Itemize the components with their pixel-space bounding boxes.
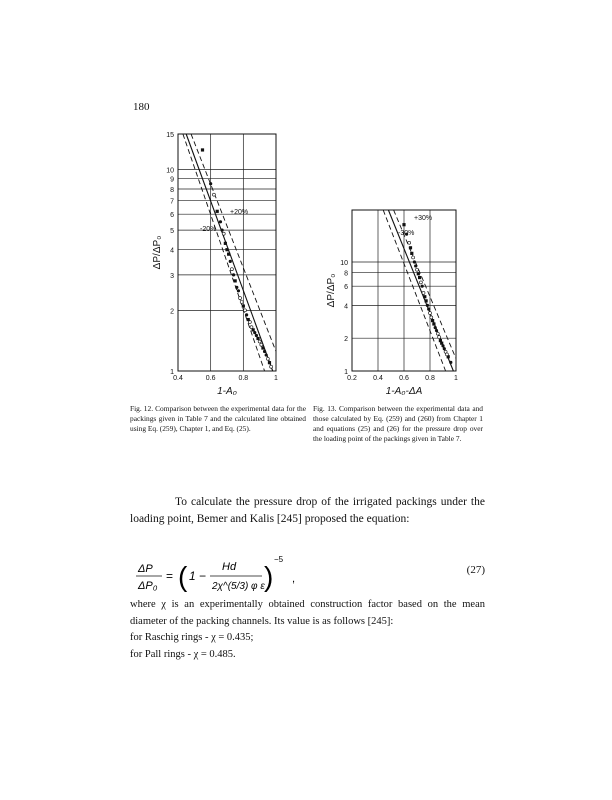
data-point bbox=[239, 297, 242, 300]
data-point bbox=[408, 241, 411, 244]
data-point bbox=[421, 285, 424, 288]
annotation-minus: -20% bbox=[200, 226, 217, 233]
y-tick-label: 6 bbox=[170, 212, 174, 220]
eq-comma: , bbox=[292, 573, 296, 585]
y-tick-label: 3 bbox=[170, 272, 174, 280]
data-point bbox=[413, 260, 416, 263]
y-tick-label: 10 bbox=[166, 167, 174, 175]
data-point bbox=[232, 273, 235, 276]
data-point bbox=[449, 361, 452, 364]
y-tick-label: 15 bbox=[166, 132, 174, 139]
data-point bbox=[243, 309, 246, 312]
eq-one-minus: 1 − bbox=[189, 569, 207, 583]
data-point bbox=[263, 350, 266, 353]
data-point bbox=[432, 322, 435, 325]
definition-line-2: for Raschig rings - χ = 0.435; bbox=[130, 632, 254, 643]
eq-exponent: −5 bbox=[274, 555, 284, 564]
x-tick-label: 0.2 bbox=[347, 375, 357, 382]
definition-block bbox=[130, 597, 485, 663]
data-point bbox=[255, 334, 258, 337]
data-point bbox=[418, 276, 421, 279]
data-point bbox=[270, 365, 273, 368]
data-point bbox=[219, 220, 222, 223]
y-tick-label: 8 bbox=[170, 187, 174, 195]
data-point bbox=[240, 300, 243, 303]
figure-13-caption: Fig. 13. Comparison between the experimental data and those calculated by Eq. (259) and (260) from Chapter 1 and equations (25) and (26) for the pressure drop over the loading point of the packings given in Table 7. bbox=[313, 404, 483, 443]
data-point bbox=[445, 353, 448, 356]
y-tick-label: 1 bbox=[170, 369, 174, 376]
x-tick-label: 0.4 bbox=[173, 375, 183, 382]
y-tick-label: 10 bbox=[340, 260, 348, 268]
data-point bbox=[425, 299, 428, 302]
y-tick-label: 6 bbox=[344, 284, 348, 292]
data-point bbox=[256, 337, 259, 340]
data-point bbox=[266, 357, 269, 360]
eq-lhs-num: ΔP bbox=[138, 563, 153, 575]
data-point bbox=[229, 260, 232, 263]
data-point bbox=[427, 307, 430, 310]
y-tick-label: 8 bbox=[344, 270, 348, 278]
data-point bbox=[268, 361, 271, 364]
definition-line-1: where χ is an experimentally obtained construction factor based on the mean diameter of the packing channels. Its value is as follows [245]: bbox=[130, 599, 485, 627]
eq-frac-num: Hd bbox=[222, 561, 237, 573]
data-point bbox=[440, 342, 443, 345]
data-point bbox=[234, 279, 237, 282]
data-point bbox=[436, 332, 439, 335]
x-tick-label: 1 bbox=[274, 375, 278, 382]
data-point bbox=[265, 353, 268, 356]
data-point bbox=[227, 253, 230, 256]
x-tick-label: 0.8 bbox=[425, 375, 435, 382]
y-tick-label: 7 bbox=[170, 198, 174, 206]
data-point bbox=[237, 289, 240, 292]
data-point bbox=[434, 326, 437, 329]
data-point bbox=[410, 252, 413, 255]
equation-number: (27) bbox=[466, 564, 485, 576]
data-point bbox=[247, 318, 250, 321]
x-tick-label: 1 bbox=[454, 375, 458, 382]
y-tick-label: 4 bbox=[170, 247, 174, 255]
x-tick-label: 0.6 bbox=[399, 375, 409, 382]
data-point bbox=[242, 304, 245, 307]
data-point bbox=[443, 347, 446, 350]
data-point bbox=[422, 291, 425, 294]
data-point bbox=[419, 281, 422, 284]
eq-right-paren: ) bbox=[264, 561, 274, 592]
figure-12-caption: Fig. 12. Comparison between the experimental data for the packings given in Table 7 and the calculated line obtained using Eq. (259), Chapter 1, and Eq. (25). bbox=[130, 404, 306, 433]
data-point bbox=[201, 148, 204, 151]
y-tick-label: 1 bbox=[344, 369, 348, 376]
data-point bbox=[417, 272, 420, 275]
data-point bbox=[225, 248, 228, 251]
data-point bbox=[429, 312, 432, 315]
data-point bbox=[435, 329, 438, 332]
x-tick-label: 0.4 bbox=[373, 375, 383, 382]
x-axis-label: 1-A₀ bbox=[217, 386, 237, 397]
data-point bbox=[412, 256, 415, 259]
annotation-minus: -30% bbox=[398, 230, 415, 237]
definition-line-3: for Pall rings - χ = 0.485. bbox=[130, 648, 236, 660]
data-point bbox=[260, 343, 263, 346]
y-tick-label: 2 bbox=[344, 336, 348, 344]
figure-13-chart bbox=[312, 205, 472, 398]
series-line-20 bbox=[191, 134, 276, 351]
eq-frac-den: 2χ^(5/3) φ ε bbox=[212, 581, 265, 592]
page-number: 180 bbox=[133, 101, 150, 113]
data-point bbox=[426, 304, 429, 307]
y-axis-label: ΔP/ΔP₀ bbox=[326, 273, 337, 308]
body-paragraph bbox=[130, 494, 485, 528]
data-point bbox=[409, 246, 412, 249]
figure-12-chart bbox=[130, 128, 290, 398]
data-point bbox=[258, 340, 261, 343]
data-point bbox=[212, 193, 215, 196]
data-point bbox=[216, 210, 219, 213]
data-point bbox=[261, 346, 264, 349]
annotation-plus: +30% bbox=[414, 215, 433, 222]
data-point bbox=[222, 232, 225, 235]
data-point bbox=[431, 319, 434, 322]
eq-left-paren: ( bbox=[178, 561, 188, 592]
eq-lhs-den: ΔP₀ bbox=[138, 580, 158, 592]
data-point bbox=[221, 229, 224, 232]
annotation-plus: +20% bbox=[230, 209, 249, 216]
series-line-30 bbox=[383, 210, 445, 371]
data-point bbox=[250, 326, 253, 329]
data-point bbox=[230, 268, 233, 271]
y-axis-label: ΔP/ΔP₀ bbox=[152, 235, 163, 270]
data-point bbox=[235, 286, 238, 289]
y-tick-label: 5 bbox=[170, 228, 174, 236]
svg-text:=: = bbox=[166, 569, 174, 583]
data-point bbox=[438, 336, 441, 339]
x-axis-label: 1-A₀-ΔA bbox=[385, 386, 423, 397]
data-point bbox=[423, 295, 426, 298]
y-tick-label: 2 bbox=[170, 308, 174, 316]
data-point bbox=[224, 242, 227, 245]
x-tick-label: 0.8 bbox=[238, 375, 249, 382]
data-point bbox=[414, 264, 417, 267]
data-point bbox=[245, 313, 248, 316]
data-point bbox=[416, 268, 419, 271]
y-tick-label: 4 bbox=[344, 303, 348, 311]
paragraph-text: To calculate the pressure drop of the irrigated packings under the loading point, Bemer and Kalis [245] proposed the equation: bbox=[130, 496, 485, 525]
x-tick-label: 0.6 bbox=[205, 375, 216, 382]
data-point bbox=[430, 316, 433, 319]
data-point bbox=[209, 182, 212, 185]
data-point bbox=[253, 331, 256, 334]
y-tick-label: 9 bbox=[170, 176, 174, 184]
data-point bbox=[402, 223, 405, 226]
